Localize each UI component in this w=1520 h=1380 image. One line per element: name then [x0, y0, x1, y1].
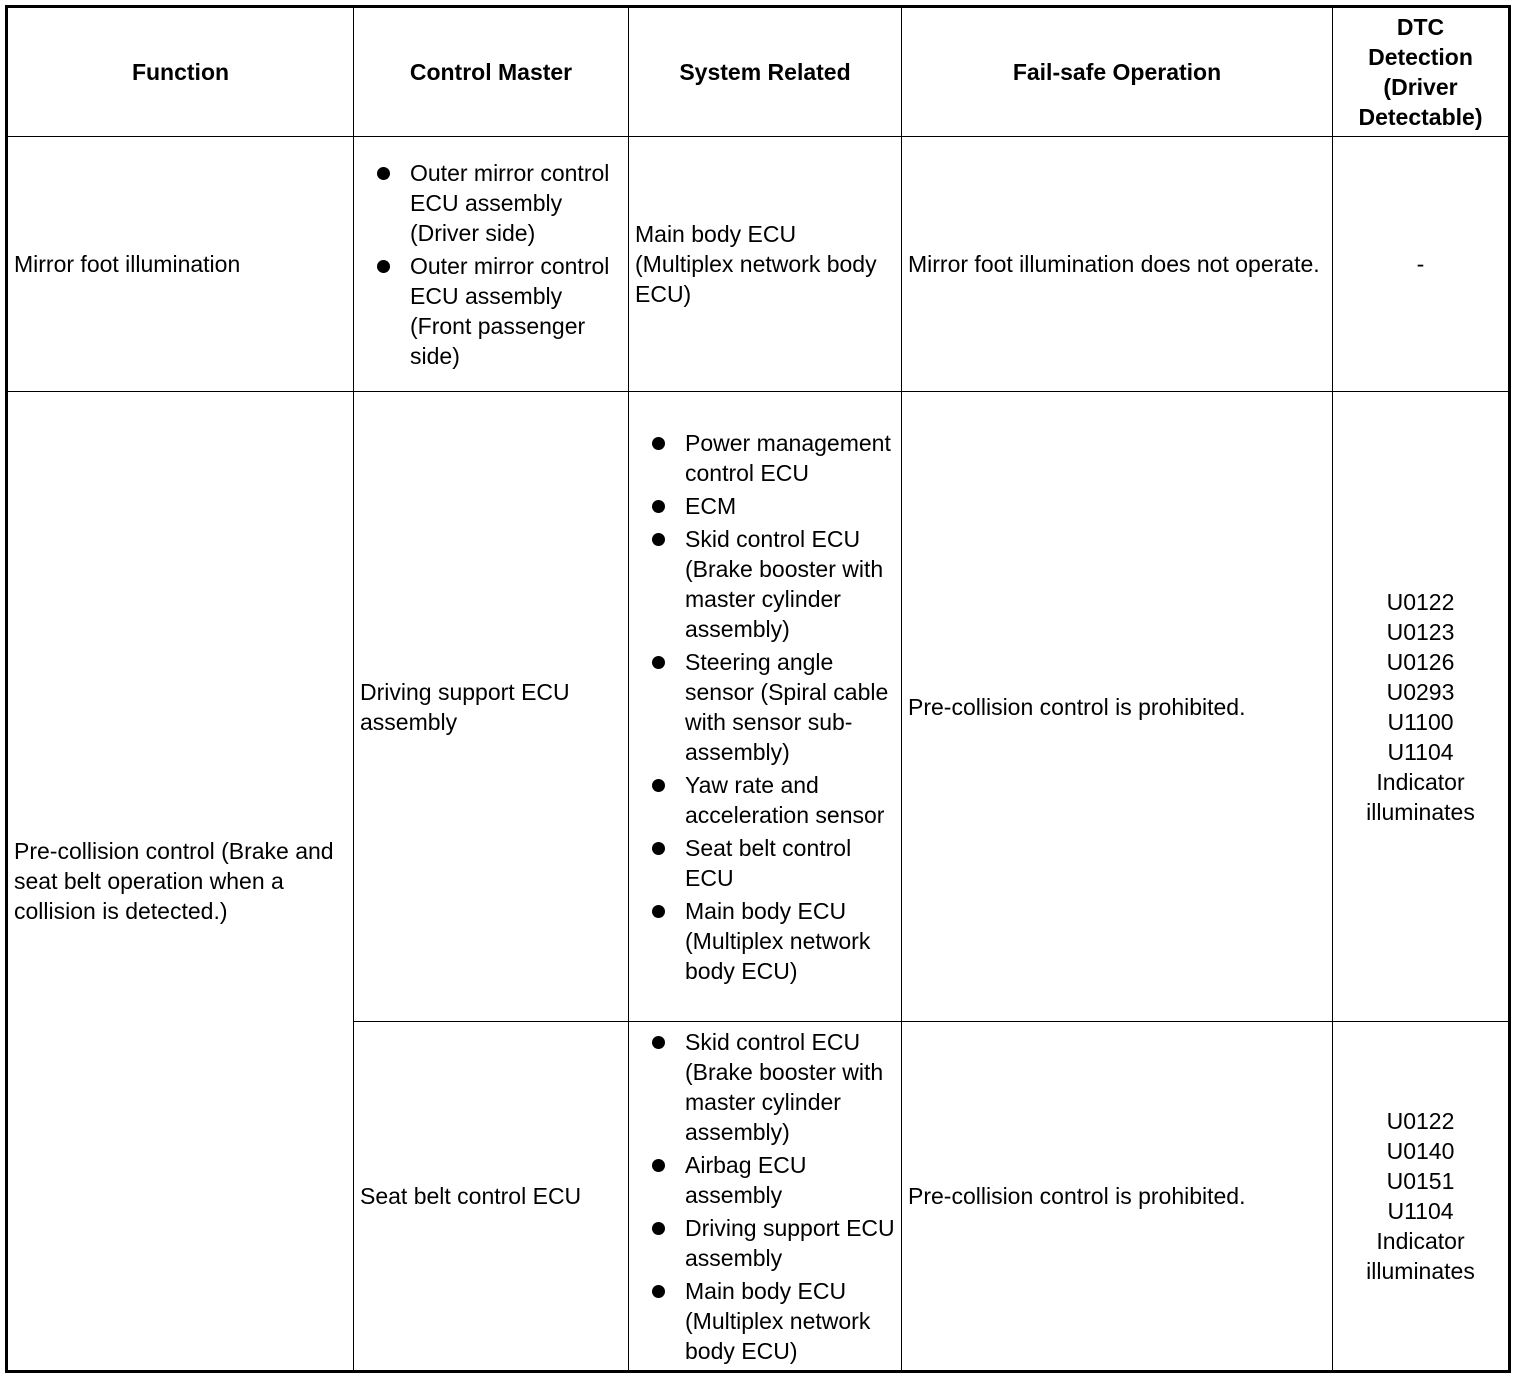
dtc-code: U0126 [1386, 648, 1455, 675]
table-row [7, 137, 1510, 392]
list-item: Main body ECU (Multiplex network body ECU) [635, 896, 897, 986]
list-item: ECM [635, 491, 897, 521]
cell-function: Mirror foot illumination [7, 137, 354, 392]
control-master-list [360, 158, 624, 371]
cell-system-related [629, 392, 902, 1022]
dtc-code: U0122 [1386, 588, 1455, 615]
cell-control-master [354, 137, 629, 392]
cell-dtc: - [1333, 137, 1510, 392]
dtc-code: U0123 [1386, 618, 1455, 645]
cell-control-master: Driving support ECU assembly [354, 392, 629, 1022]
list-item: Yaw rate and acceleration sensor [635, 770, 897, 830]
header-failsafe: Fail-safe Operation [902, 7, 1333, 137]
cell-dtc [1333, 1022, 1510, 1372]
list-item: Power management control ECU [635, 428, 897, 488]
cell-failsafe: Mirror foot illumination does not operate. [902, 137, 1333, 392]
dtc-note: Indicator illuminates [1366, 1228, 1475, 1284]
dtc-note: Indicator illuminates [1366, 768, 1475, 825]
table-row [7, 392, 1510, 1022]
dtc-code: U1104 [1387, 1198, 1454, 1224]
cell-failsafe: Pre-collision control is prohibited. [902, 392, 1333, 1022]
dtc-code: U1100 [1387, 708, 1454, 735]
dtc-code: U0122 [1386, 1108, 1455, 1134]
system-related-list [635, 428, 897, 986]
cell-system-related: Main body ECU (Multiplex network body ECU) [629, 137, 902, 392]
dtc-code: U0140 [1386, 1138, 1455, 1164]
system-related-list [635, 1027, 897, 1366]
cell-function: Pre-collision control (Brake and seat belt operation when a collision is detected.) [7, 392, 354, 1372]
list-item: Airbag ECU assembly [635, 1150, 897, 1210]
cell-dtc [1333, 392, 1510, 1022]
cell-failsafe: Pre-collision control is prohibited. [902, 1022, 1333, 1372]
list-item: Main body ECU (Multiplex network body ECU) [635, 1276, 897, 1366]
header-function: Function [7, 7, 354, 137]
list-item: Skid control ECU (Brake booster with master cylinder assembly) [635, 1027, 897, 1147]
list-item: Outer mirror control ECU assembly (Front passenger side) [360, 251, 624, 371]
cell-system-related [629, 1022, 902, 1372]
header-row [7, 7, 1510, 137]
list-item: Steering angle sensor (Spiral cable with sensor sub-assembly) [635, 647, 897, 767]
dtc-table [5, 5, 1511, 1373]
dtc-code: U1104 [1387, 738, 1454, 765]
list-item: Driving support ECU assembly [635, 1213, 897, 1273]
list-item: Outer mirror control ECU assembly (Driver side) [360, 158, 624, 248]
header-dtc: DTC Detection (Driver Detectable) [1333, 7, 1510, 137]
list-item: Seat belt control ECU [635, 833, 897, 893]
dtc-code: U0151 [1386, 1168, 1455, 1194]
list-item: Skid control ECU (Brake booster with master cylinder assembly) [635, 524, 897, 644]
header-control-master: Control Master [354, 7, 629, 137]
dtc-code: U0293 [1386, 678, 1455, 705]
header-system-related: System Related [629, 7, 902, 137]
cell-control-master: Seat belt control ECU [354, 1022, 629, 1372]
